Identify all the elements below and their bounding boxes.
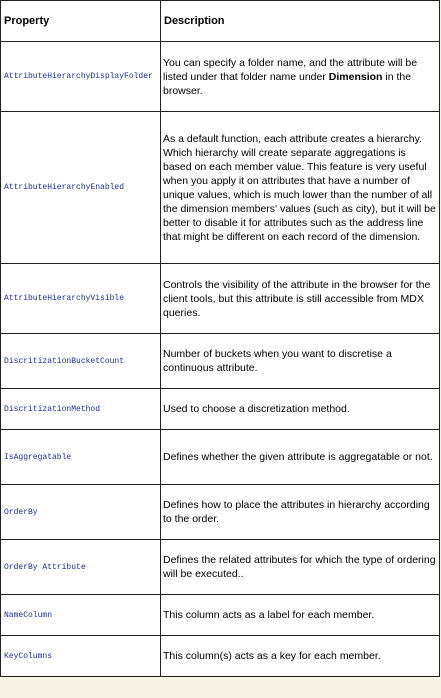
table-row [1, 636, 440, 677]
header-row [1, 1, 440, 42]
table-row [1, 334, 440, 389]
property-description: Defines how to place the attributes in hierarchy according to the order. [161, 485, 440, 540]
property-column-header: Property [1, 1, 161, 42]
property-description: This column(s) acts as a key for each member. [161, 636, 440, 677]
property-name: OrderBy [1, 485, 161, 540]
property-name: AttributeHierarchyVisible [1, 264, 161, 334]
property-name: NameColumn [1, 595, 161, 636]
table-row [1, 540, 440, 595]
property-description: Used to choose a discretization method. [161, 389, 440, 430]
description-column-header: Description [161, 1, 440, 42]
description-text: in the browser. [163, 70, 412, 97]
table-row [1, 112, 440, 264]
property-name: DiscritizationMethod [1, 389, 161, 430]
property-name: IsAggregatable [1, 430, 161, 485]
property-description: This column acts as a label for each member. [161, 595, 440, 636]
property-name: KeyColumns [1, 636, 161, 677]
property-description: Controls the visibility of the attribute in the browser for the client tools, but this attribute is still accessible from MDX queries. [161, 264, 440, 334]
property-name: AttributeHierarchyEnabled [1, 112, 161, 264]
property-name: AttributeHierarchyDisplayFolder [1, 42, 161, 112]
property-description: Defines whether the given attribute is aggregatable or not. [161, 430, 440, 485]
description-bold-text: Dimension [328, 70, 383, 83]
table-row [1, 264, 440, 334]
property-description: Number of buckets when you want to discretise a continuous attribute. [161, 334, 440, 389]
table-row [1, 42, 440, 112]
table-row [1, 595, 440, 636]
table-row [1, 430, 440, 485]
property-name: OrderBy Attribute [1, 540, 161, 595]
property-description [161, 42, 440, 112]
table-row [1, 485, 440, 540]
property-name: DiscritizationBucketCount [1, 334, 161, 389]
property-description: As a default function, each attribute creates a hierarchy. Which hierarchy will create separate aggregations is based on each member value. This feature is very useful when you apply it on attributes that have a number of unique values, which is much lower than the number of all the dimension members' values (such as city), but it will be better to disable it for attributes such as the address line that might be different on each record of the dimension. [161, 112, 440, 264]
table-row [1, 389, 440, 430]
property-description: Defines the related attributes for which the type of ordering will be executed.. [161, 540, 440, 595]
description-text: You can specify a folder name, and the attribute will be listed under that folder name under [163, 56, 418, 83]
